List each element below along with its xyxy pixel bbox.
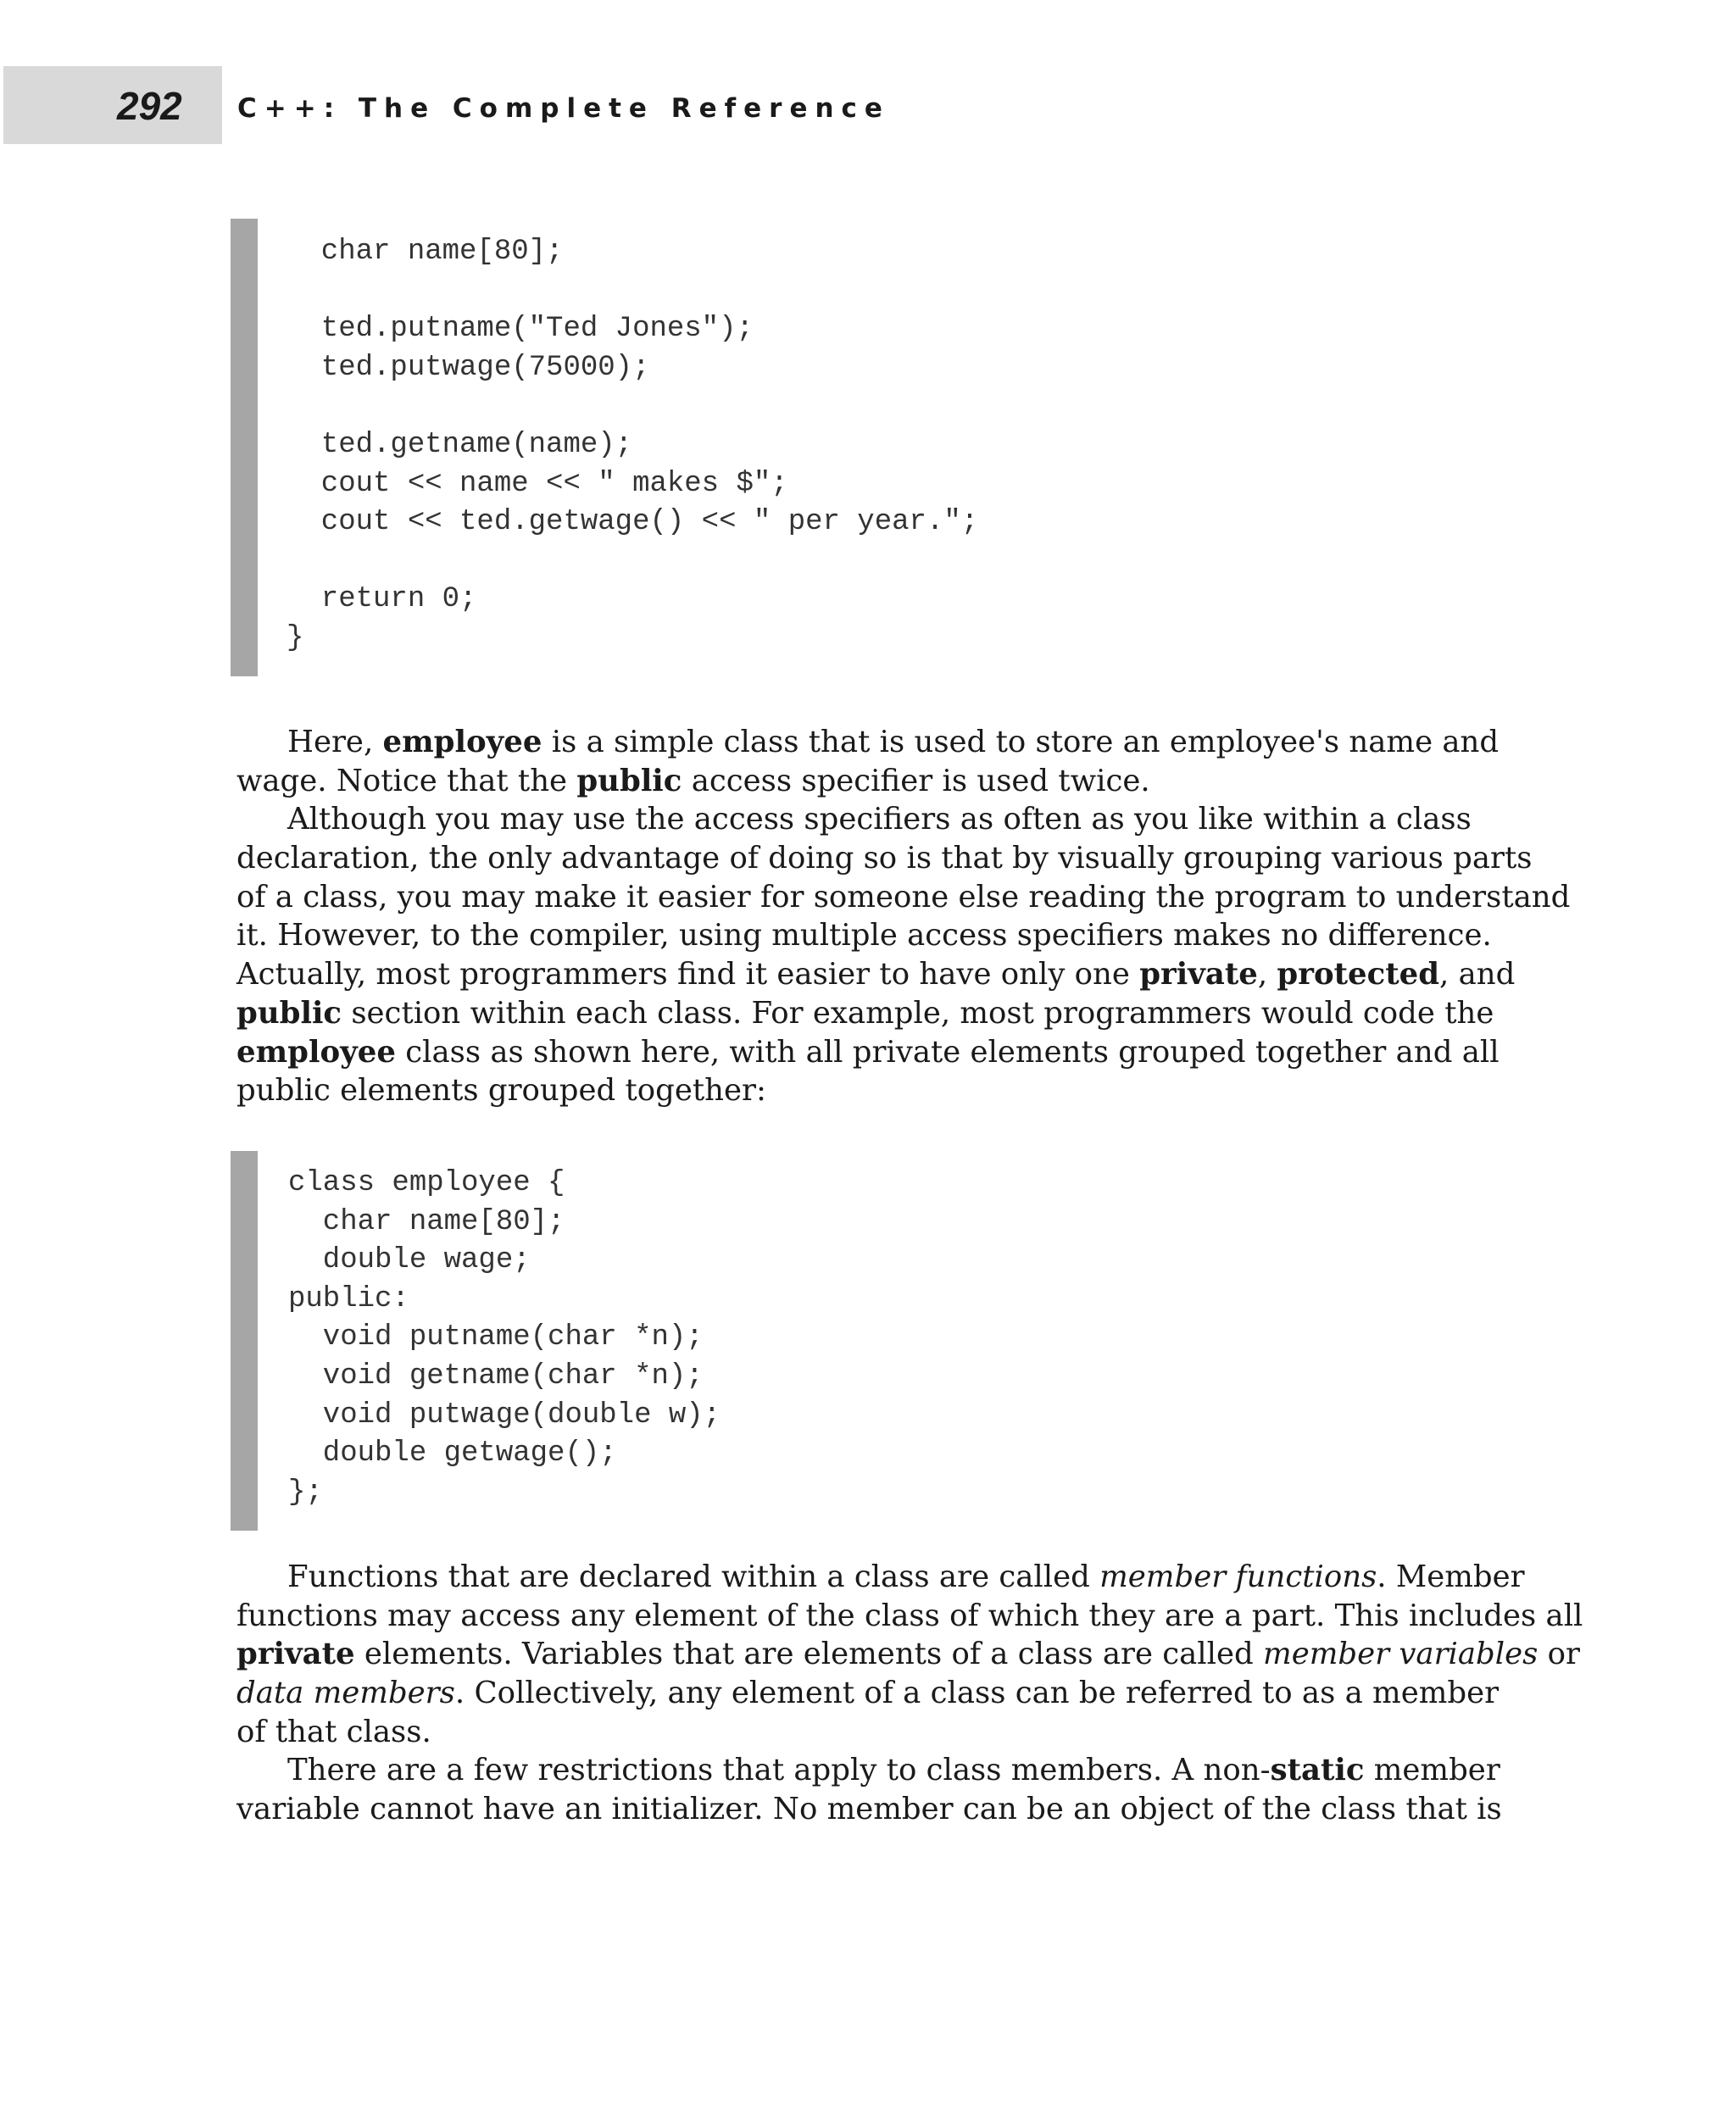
keyword-static: static xyxy=(1270,1753,1365,1788)
text-line: variable cannot have an initializer. No member can be an object of the class that is xyxy=(236,1792,1502,1827)
code-line: ted.putwage(75000); xyxy=(287,351,650,384)
text-line xyxy=(236,994,1570,1033)
code-line: void putname(char *n); xyxy=(288,1321,704,1354)
paragraph xyxy=(236,723,1570,800)
text-run: . Member xyxy=(1377,1559,1525,1594)
keyword-private: private xyxy=(236,1637,355,1672)
text-run: or xyxy=(1538,1637,1581,1672)
text-run: Functions that are declared within a class are called xyxy=(287,1559,1100,1594)
code-line: cout << ted.getwage() << " per year."; xyxy=(287,506,979,539)
term-data-members: data members xyxy=(236,1676,455,1711)
text-run: elements. Variables that are elements of a class are called xyxy=(354,1637,1264,1672)
paragraph xyxy=(236,1751,1583,1828)
code-line: public: xyxy=(288,1282,409,1315)
text-run: wage. Notice that the xyxy=(236,763,577,798)
code-line: } xyxy=(287,621,304,654)
paragraph xyxy=(236,800,1570,1110)
keyword-employee: employee xyxy=(382,725,542,759)
text-line: declaration, the only advantage of doing so is that by visually grouping various parts xyxy=(236,841,1533,876)
code-line xyxy=(287,272,978,311)
term-member-variables: member variables xyxy=(1263,1637,1538,1672)
code-line xyxy=(287,387,978,426)
keyword-public: public xyxy=(576,763,682,798)
text-run: Here, xyxy=(287,725,383,759)
code-line: double getwage(); xyxy=(288,1437,617,1470)
text-line xyxy=(236,1033,1570,1072)
text-run: There are a few restrictions that apply to class members. A non- xyxy=(287,1753,1271,1788)
body-text-section-1 xyxy=(236,723,1570,1110)
paragraph xyxy=(236,1558,1583,1751)
keyword-private: private xyxy=(1139,957,1258,992)
text-run: access specifier is used twice. xyxy=(682,763,1150,798)
text-line xyxy=(236,762,1570,801)
code-line: ted.getname(name); xyxy=(287,428,633,461)
text-run: , and xyxy=(1439,957,1516,992)
text-run: member xyxy=(1364,1753,1500,1788)
code-line: char name[80]; xyxy=(288,1205,565,1238)
code-line xyxy=(287,542,978,581)
text-line xyxy=(236,1558,1583,1597)
code-line: void putwage(double w); xyxy=(288,1398,721,1432)
code-block-1-bar xyxy=(231,219,258,676)
text-line: of that class. xyxy=(236,1714,431,1749)
text-line xyxy=(236,1674,1583,1713)
running-head: C++: The Complete Reference xyxy=(237,93,890,124)
code-line: cout << name << " makes $"; xyxy=(287,467,788,500)
body-text-section-2 xyxy=(236,1558,1583,1829)
text-run: Although you may use the access specifiers as often as you like within a class xyxy=(287,802,1472,837)
code-line: void getname(char *n); xyxy=(288,1359,704,1393)
text-run: . Collectively, any element of a class can be referred to as a member xyxy=(454,1676,1500,1711)
code-line: ted.putname("Ted Jones"); xyxy=(287,313,754,346)
code-line: class employee { xyxy=(288,1167,565,1199)
keyword-protected: protected xyxy=(1277,957,1440,992)
text-line xyxy=(236,955,1570,994)
page-number: 292 xyxy=(117,84,182,128)
text-run: is a simple class that is used to store an employee's name and xyxy=(542,725,1500,759)
code-block-2-bar xyxy=(231,1151,258,1531)
text-run: section within each class. For example, most programmers would code the xyxy=(342,995,1494,1031)
text-line: of a class, you may make it easier for someone else reading the program to understand xyxy=(236,879,1571,915)
keyword-public: public xyxy=(236,995,342,1031)
code-line: return 0; xyxy=(287,583,477,616)
text-line xyxy=(236,800,1570,839)
page-number-tab xyxy=(3,66,222,144)
keyword-employee: employee xyxy=(236,1034,396,1070)
text-run: class as shown here, with all private elements grouped together and all xyxy=(395,1034,1500,1070)
term-member-functions: member functions xyxy=(1099,1559,1377,1594)
code-block-2 xyxy=(288,1165,721,1512)
text-line xyxy=(236,1635,1583,1674)
text-line: public elements grouped together: xyxy=(236,1073,766,1109)
text-line: functions may access any element of the class of which they are a part. This includes all xyxy=(236,1598,1583,1633)
text-line: it. However, to the compiler, using multiple access specifiers makes no difference. xyxy=(236,918,1492,953)
code-line: char name[80]; xyxy=(287,236,564,268)
text-run: Actually, most programmers find it easier to have only one xyxy=(236,957,1140,992)
text-line xyxy=(236,723,1570,762)
code-line: double wage; xyxy=(288,1244,531,1277)
text-run: , xyxy=(1257,957,1277,992)
code-line: }; xyxy=(288,1476,323,1509)
text-line xyxy=(236,1751,1583,1790)
code-block-1 xyxy=(287,233,978,659)
